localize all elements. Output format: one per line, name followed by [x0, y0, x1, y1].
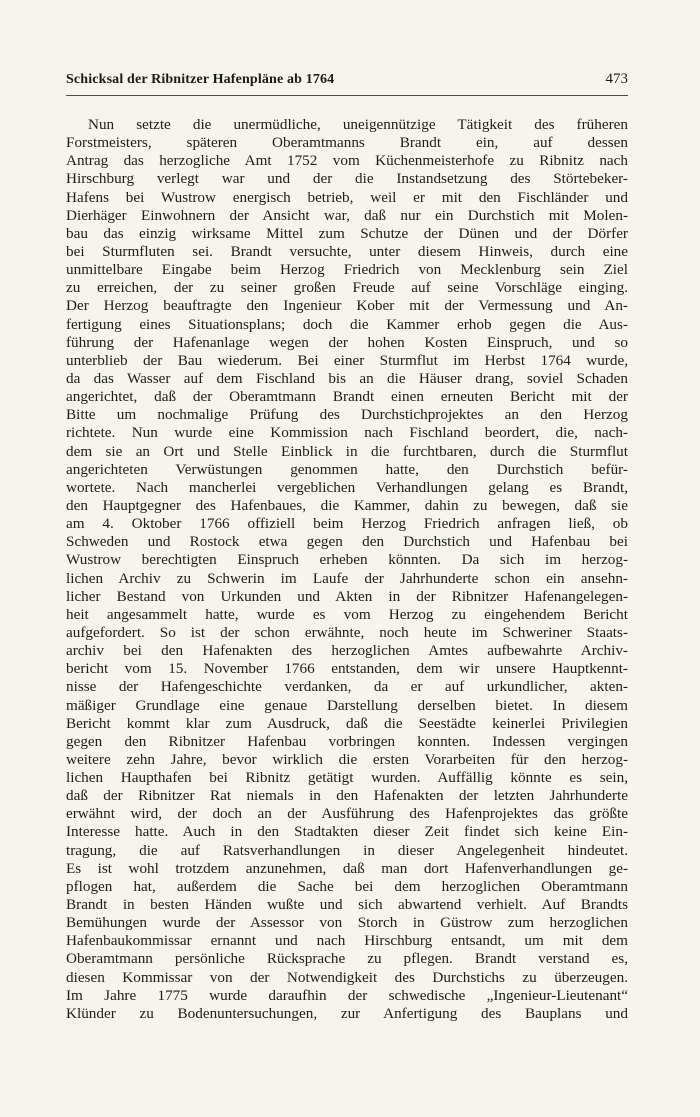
text-line: angerichteten Verwüstungen genommen hatte, den Durchstich befür-	[66, 460, 628, 478]
text-line: da das Wasser auf dem Fischland bis an die Häuser drang, soviel Schaden	[66, 369, 628, 387]
text-line: bericht vom 15. November 1766 entstanden, dem wir unsere Hauptkennt-	[66, 660, 628, 678]
text-line: nisse der Hafengeschichte verdanken, da er auf urkundlicher, akten-	[66, 678, 628, 696]
text-line: dem sie an Ort und Stelle Einblick in die furchtbaren, durch die Sturmflut	[66, 442, 628, 460]
text-line: Hirschburg verlegt war und der die Instandsetzung des Störtebeker-	[66, 170, 628, 188]
text-line: gegen den Ribnitzer Hafenbau vorbringen konnten. Indessen vergingen	[66, 732, 628, 750]
text-line: Dierhäger Einwohnern der Ansicht war, daß nur ein Durchstich mit Molen-	[66, 206, 628, 224]
text-line: wortete. Nach mancherlei vergeblichen Verhandlungen gelang es Brandt,	[66, 478, 628, 496]
text-line: am 4. Oktober 1766 offiziell beim Herzog Friedrich anfragen ließ, ob	[66, 515, 628, 533]
text-line: richtete. Nun wurde eine Kommission nach Fischland beordert, die, nach-	[66, 424, 628, 442]
text-line: unterblieb der Bau wiederum. Bei einer Sturmflut im Herbst 1764 wurde,	[66, 351, 628, 369]
text-line: fertigung eines Situationsplans; doch die Kammer erhob gegen die Aus-	[66, 315, 628, 333]
page-number: 473	[605, 71, 628, 87]
text-line: daß der Ribnitzer Rat niemals in den Hafenakten der letzten Jahrhunderte	[66, 787, 628, 805]
header-rule	[66, 95, 628, 96]
text-line: pflogen hat, außerdem die Sache bei dem herzoglichen Oberamtmann	[66, 877, 628, 895]
text-line: archiv bei den Hafenakten des herzoglichen Amtes aufbewahrte Archiv-	[66, 642, 628, 660]
text-line: weitere zehn Jahre, bevor wirklich die ersten Vorarbeiten für den herzog-	[66, 750, 628, 768]
text-line: diesen Kommissar von der Notwendigkeit des Durchstichs zu überzeugen.	[66, 968, 628, 986]
text-line: lichen Archiv zu Schwerin im Laufe der Jahrhunderte schon ein ansehn-	[66, 569, 628, 587]
text-line: Hafenbaukommissar ernannt und nach Hirschburg entsandt, um mit dem	[66, 932, 628, 950]
text-line: aufgefordert. So ist der schon erwähnte, noch heute im Schweriner Staats-	[66, 623, 628, 641]
text-line: Antrag das herzogliche Amt 1752 vom Küchenmeisterhofe zu Ribnitz nach	[66, 152, 628, 170]
text-line: Interesse hatte. Auch in den Stadtakten dieser Zeit findet sich keine Ein-	[66, 823, 628, 841]
text-line: zu erreichen, der zu seiner großen Freude auf seine Vorschläge einging.	[66, 279, 628, 297]
text-line: Wustrow berechtigten Einspruch erheben könnten. Da sich im herzog-	[66, 551, 628, 569]
text-line: Nun setzte die unermüdliche, uneigennützige Tätigkeit des früheren	[88, 116, 628, 133]
text-line: Brandt in besten Händen wußte und sich abwartend verhielt. Auf Brandts	[66, 896, 628, 914]
text-line: unmittelbare Eingabe beim Herzog Friedrich von Mecklenburg sein Ziel	[66, 261, 628, 279]
text-line: lichen Haupthafen bei Ribnitz getätigt wurden. Auffällig könnte es sein,	[66, 769, 628, 787]
running-header	[66, 72, 628, 92]
text-line: Bemühungen wurde der Assessor von Storch in Güstrow zum herzoglichen	[66, 914, 628, 932]
text-line: Bericht kommt klar zum Ausdruck, daß die Seestädte keinerlei Privilegien	[66, 714, 628, 732]
text-line: Im Jahre 1775 wurde daraufhin der schwedische „Ingenieur-Lieutenant“	[66, 986, 628, 1004]
text-line: tragung, die auf Ratsverhandlungen in dieser Angelegenheit hindeutet.	[66, 841, 628, 859]
text-line: Forstmeisters, späteren Oberamtmanns Brandt ein, auf dessen	[66, 134, 628, 152]
text-line: angerichtet, daß der Oberamtmann Brandt einen erneuten Bericht mit der	[66, 388, 628, 406]
text-line: Bitte um nochmalige Prüfung des Durchstichprojektes an den Herzog	[66, 406, 628, 424]
text-line: Oberamtmann persönliche Rücksprache zu pflegen. Brandt verstand es,	[66, 950, 628, 968]
text-line: Klünder zu Bodenuntersuchungen, zur Anfertigung des Bauplans und	[66, 1004, 628, 1022]
text-line: den Hauptgegner des Hafenbaues, die Kammer, dahin zu bewegen, daß sie	[66, 496, 628, 514]
text-line: bau das einzig wirksame Mittel zum Schutze der Dünen und der Dörfer	[66, 224, 628, 242]
text-line: führung der Hafenanlage wegen der hohen Kosten Einspruch, und so	[66, 333, 628, 351]
text-line: licher Bestand von Urkunden und Akten in der Ribnitzer Hafenangelegen-	[66, 587, 628, 605]
text-line: heit angesammelt hatte, wurde es vom Herzog zu eingehendem Bericht	[66, 605, 628, 623]
running-title: Schicksal der Ribnitzer Hafenpläne ab 1764	[66, 72, 335, 87]
text-line: mäßiger Grundlage eine genaue Darstellung derselben bietet. In diesem	[66, 696, 628, 714]
text-line: Hafens bei Wustrow energisch betrieb, weil er mit den Fischländer und	[66, 188, 628, 206]
text-line: Der Herzog beauftragte den Ingenieur Kober mit der Vermessung und An-	[66, 297, 628, 315]
text-line: Schweden und Rostock etwa gegen den Durchstich und Hafenbau bei	[66, 533, 628, 551]
main-paragraph	[66, 116, 628, 1023]
text-line: Es ist wohl trotzdem anzunehmen, daß man dort Hafenverhandlungen ge-	[66, 859, 628, 877]
text-line: erwähnt wird, der doch an der Ausführung des Hafenprojektes das größte	[66, 805, 628, 823]
text-line: bei Sturmfluten sei. Brandt versuchte, unter diesem Hinweis, durch eine	[66, 242, 628, 260]
